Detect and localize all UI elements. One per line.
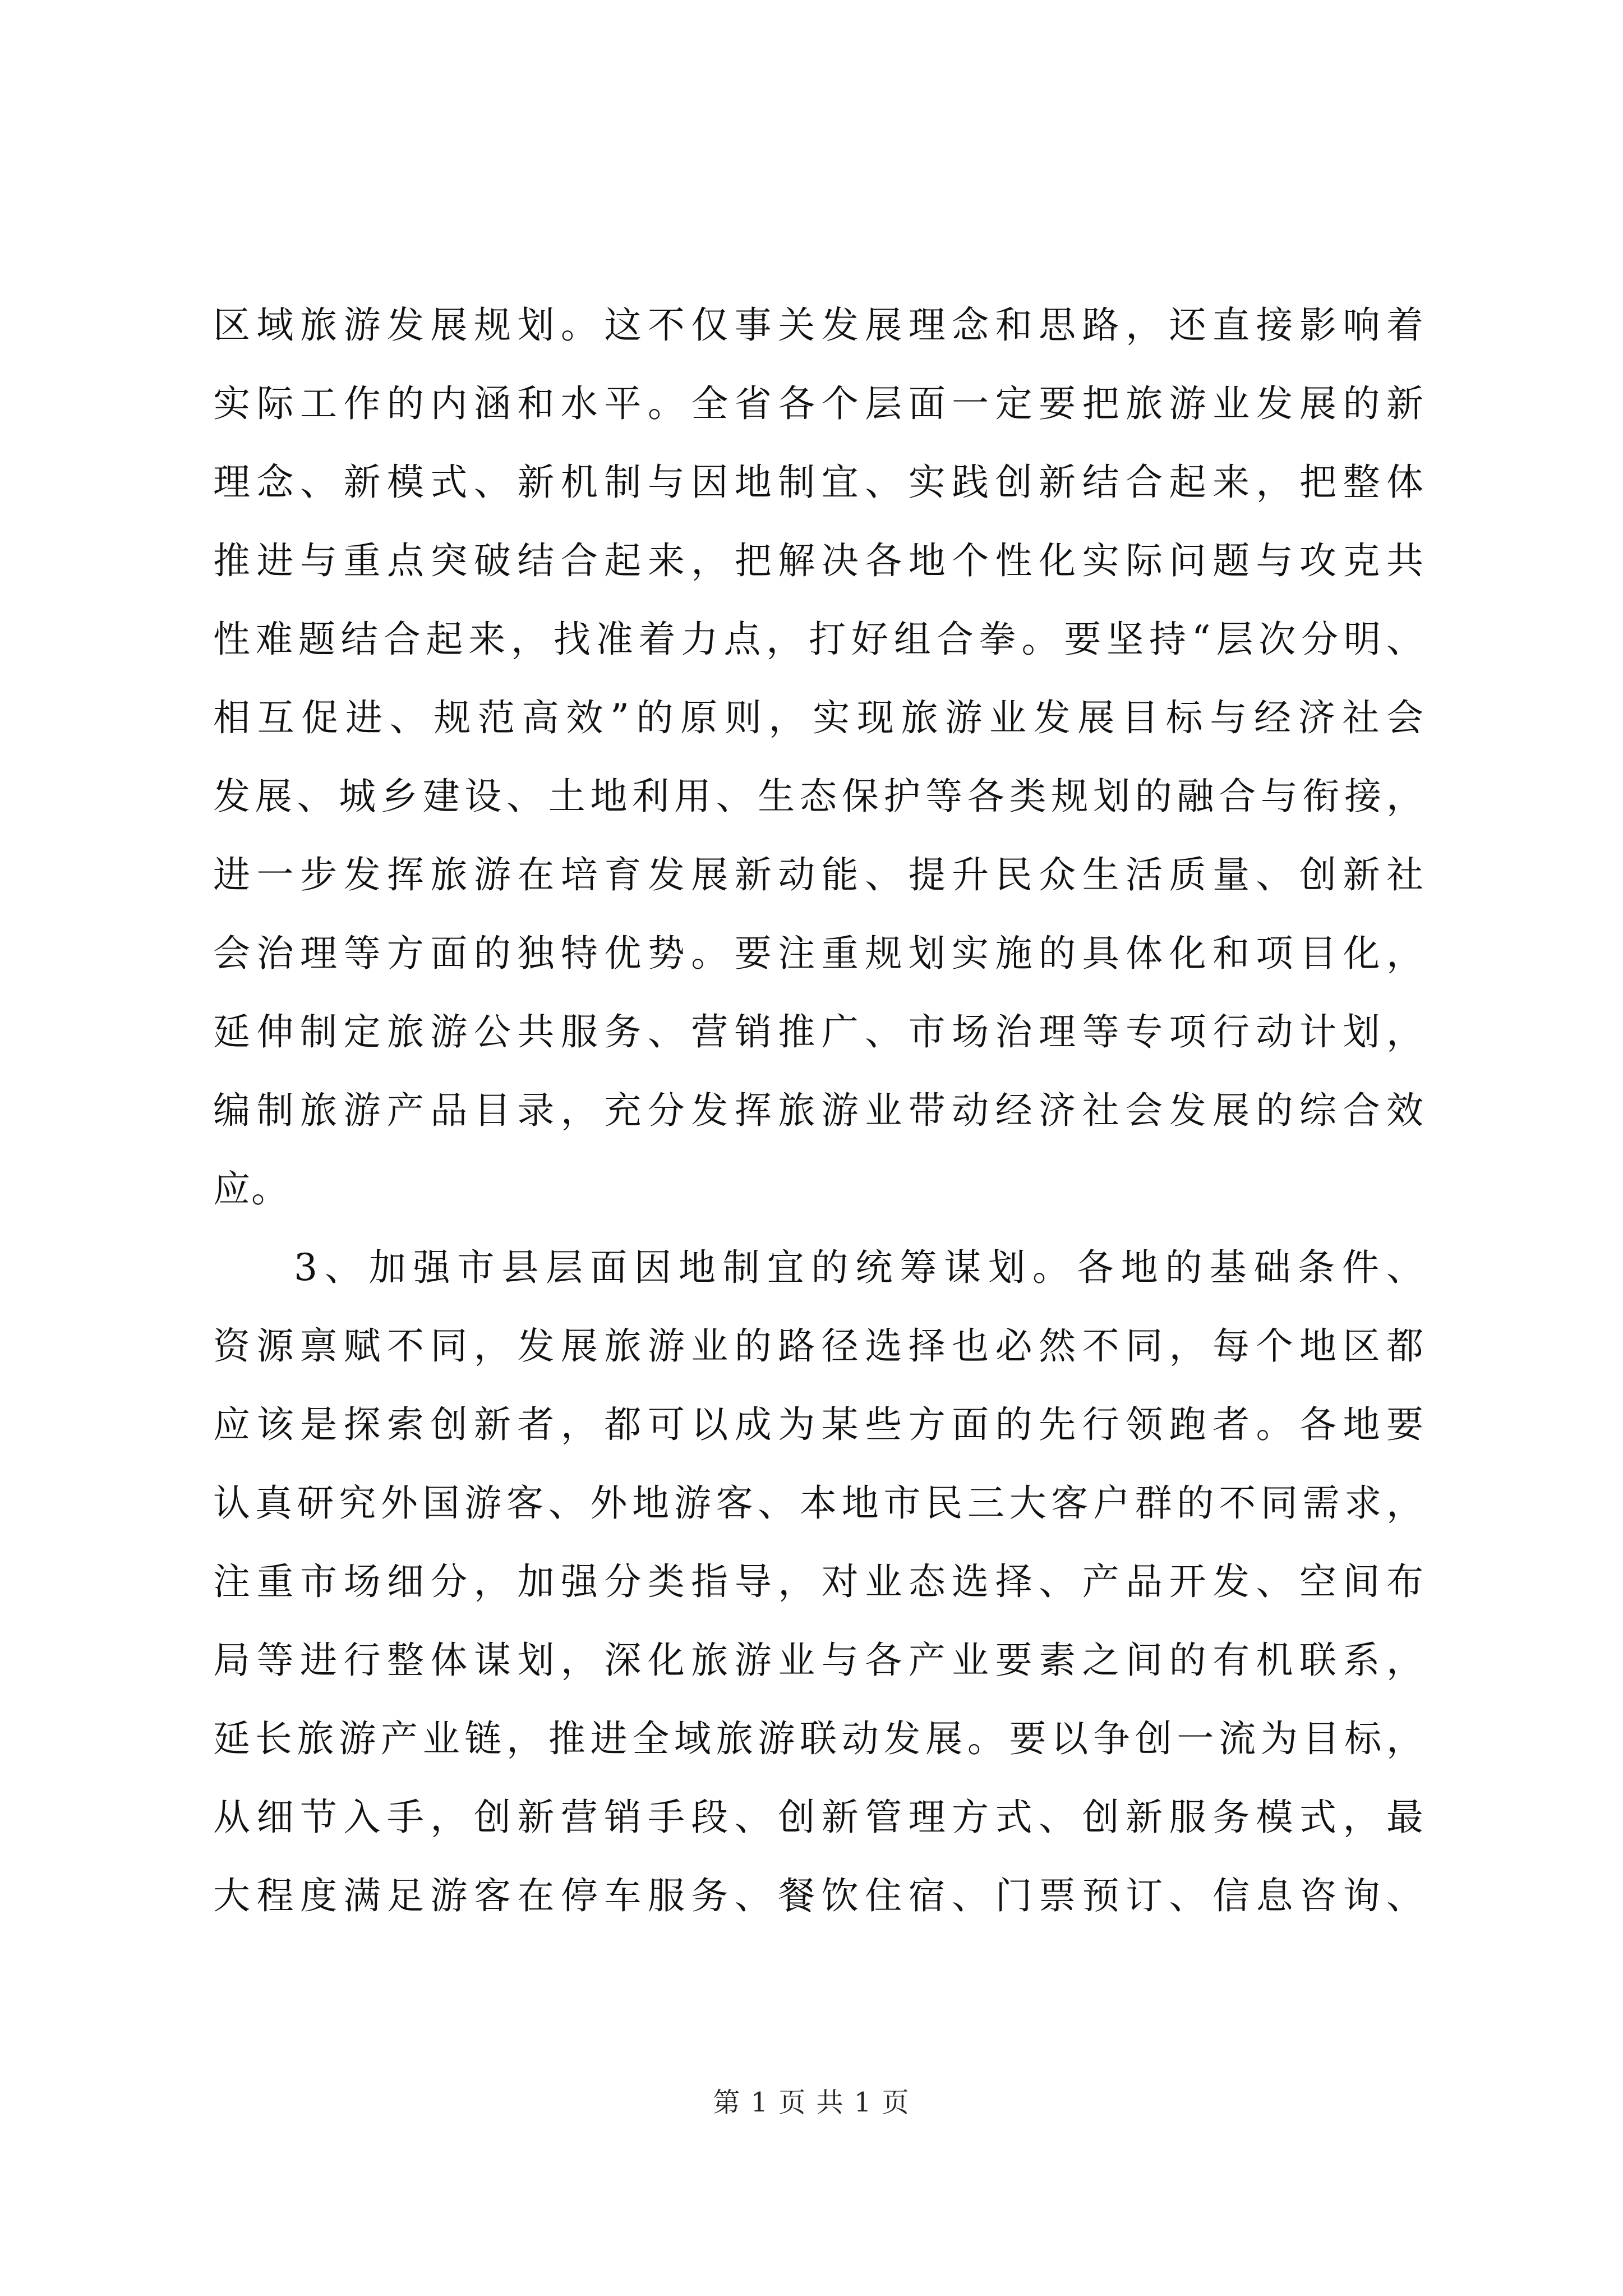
paragraph-1-line-10: 延伸制定旅游公共服务、营销推广、市场治理等专项行动计划， [213, 1010, 1424, 1053]
paragraph-2-line-1: 3、加强市县层面因地制宜的统筹谋划。各地的基础条件、 [294, 1246, 1424, 1289]
paragraph-1-line-9: 会治理等方面的独特优势。要注重规划实施的具体化和项目化， [213, 932, 1424, 975]
paragraph-1-line-1: 区域旅游发展规划。这不仅事关发展理念和思路，还直接影响着 [213, 303, 1424, 347]
paragraph-1-line-8: 进一步发挥旅游在培育发展新动能、提升民众生活质量、创新社 [213, 853, 1424, 896]
page-footer: 第 1 页 共 1 页 [713, 2087, 910, 2118]
paragraph-2-line-7: 延长旅游产业链，推进全域旅游联动发展。要以争创一流为目标， [213, 1717, 1424, 1760]
paragraph-1-line-12: 应。 [213, 1167, 289, 1211]
paragraph-2-line-6: 局等进行整体谋划，深化旅游业与各产业要素之间的有机联系， [213, 1639, 1424, 1682]
paragraph-1-line-3: 理念、新模式、新机制与因地制宜、实践创新结合起来，把整体 [213, 461, 1424, 504]
paragraph-1-line-4: 推进与重点突破结合起来，把解决各地个性化实际问题与攻克共 [213, 539, 1424, 582]
paragraph-1-line-6: 相互促进、规范高效”的原则，实现旅游业发展目标与经济社会 [213, 696, 1424, 739]
paragraph-1-line-11: 编制旅游产品目录，充分发挥旅游业带动经济社会发展的综合效 [213, 1089, 1424, 1132]
paragraph-2-line-9: 大程度满足游客在停车服务、餐饮住宿、门票预订、信息咨询、 [213, 1874, 1424, 1917]
paragraph-2-line-5: 注重市场细分，加强分类指导，对业态选择、产品开发、空间布 [213, 1560, 1424, 1603]
paragraph-1-line-2: 实际工作的内涵和水平。全省各个层面一定要把旅游业发展的新 [213, 382, 1424, 425]
paragraph-2-line-3: 应该是探索创新者，都可以成为某些方面的先行领跑者。各地要 [213, 1403, 1424, 1446]
paragraph-1-line-7: 发展、城乡建设、土地利用、生态保护等各类规划的融合与衔接， [213, 775, 1424, 818]
paragraph-2-line-4: 认真研究外国游客、外地游客、本地市民三大客户群的不同需求， [213, 1481, 1424, 1525]
paragraph-1-line-5: 性难题结合起来，找准着力点，打好组合拳。要坚持“层次分明、 [213, 618, 1424, 661]
paragraph-2-line-2: 资源禀赋不同，发展旅游业的路径选择也必然不同，每个地区都 [213, 1324, 1424, 1368]
paragraph-2-line-8: 从细节入手，创新营销手段、创新管理方式、创新服务模式，最 [213, 1796, 1424, 1839]
